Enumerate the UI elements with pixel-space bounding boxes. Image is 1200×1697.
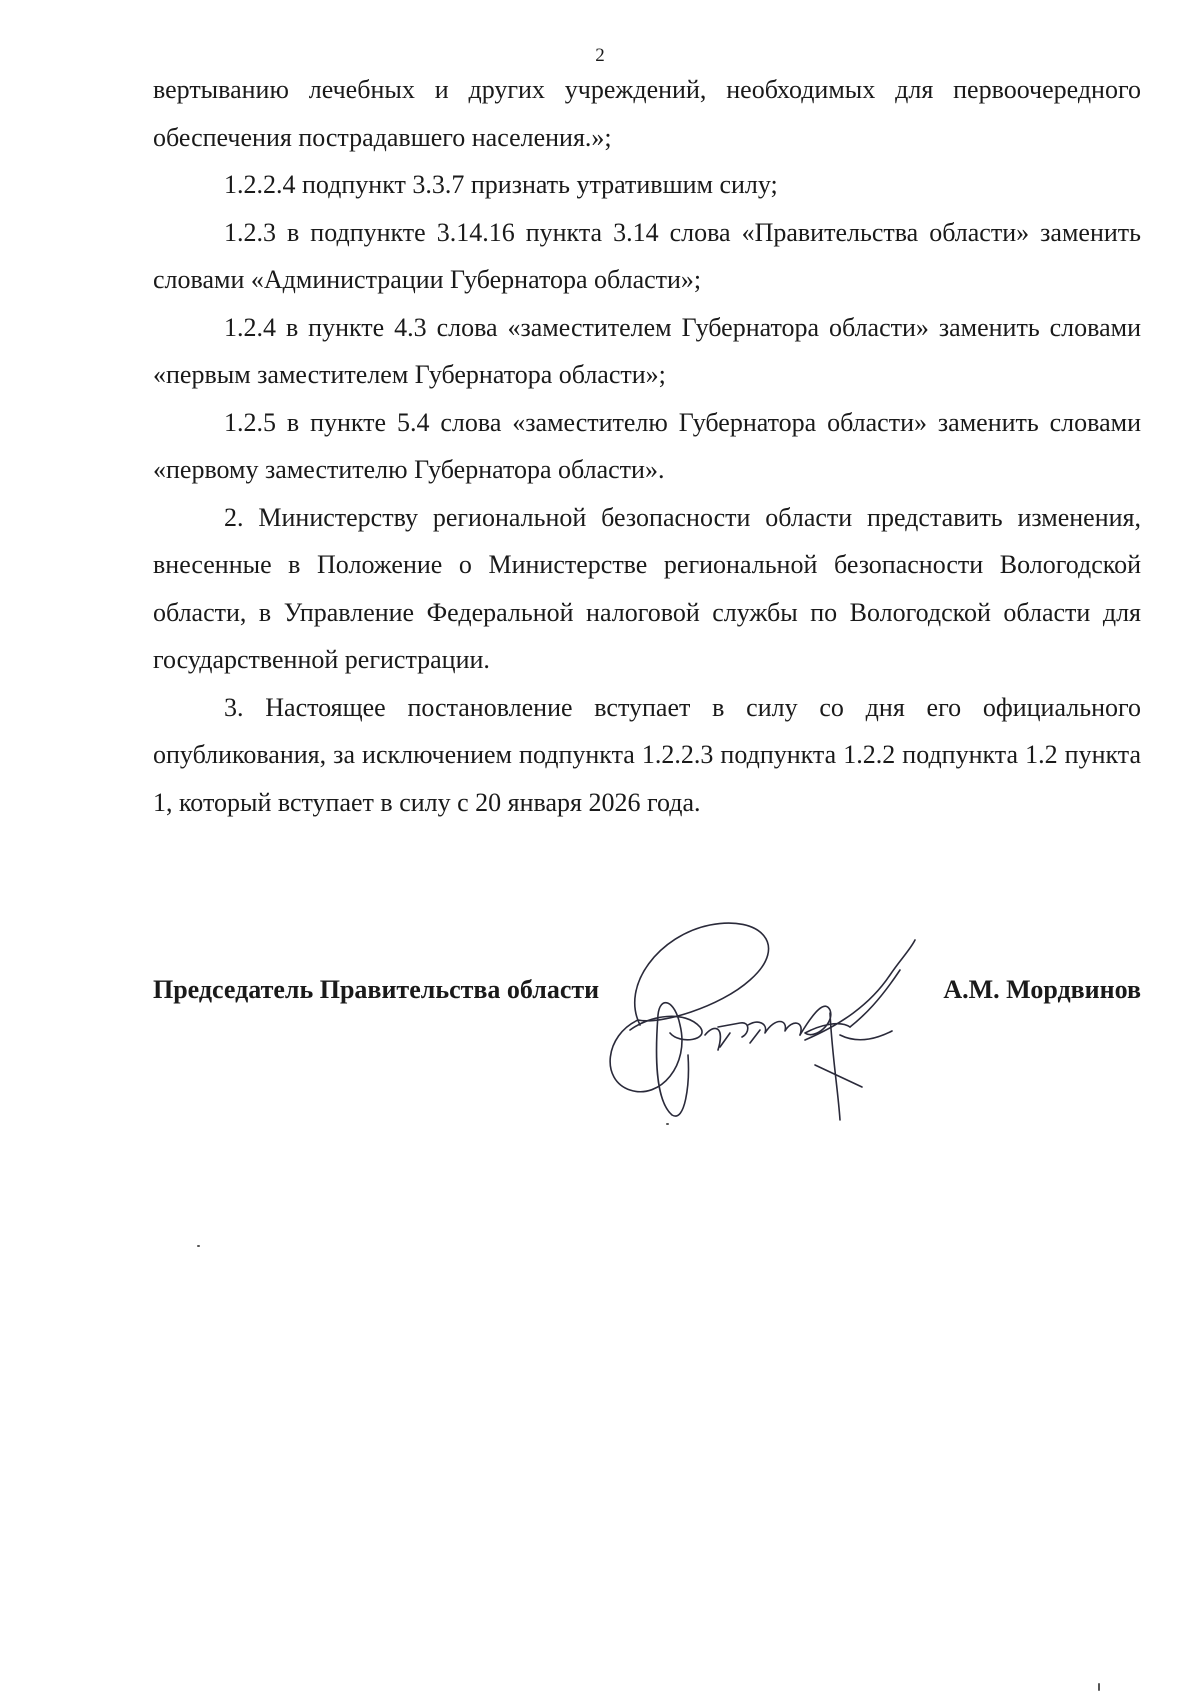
signer-name: А.М. Мордвинов bbox=[943, 975, 1141, 1004]
paragraph-item-2: 2. Министерству региональной безопасности области представить изменения, внесенные в Положение о Министерстве региональной безопасности Вологодской области, в Управление Федеральной налоговой службы по Вологодской области для государственной регистрации. bbox=[153, 502, 1141, 674]
scan-speck bbox=[666, 1123, 669, 1125]
scan-speck bbox=[1098, 1683, 1100, 1691]
paragraph-item-3: 3. Настоящее постановление вступает в силу со дня его официального опубликования, за исключением подпункта 1.2.2.3 подпункта 1.2.2 подпункта 1.2 пункта 1, который вступает в силу с 20 января 2026 года. bbox=[153, 692, 1141, 817]
paragraph-item-1-2-4: 1.2.4 в пункте 4.3 слова «заместителем Губернатора области» заменить словами «первым заместителем Губернатора области»; bbox=[153, 312, 1141, 389]
handwritten-signature bbox=[600, 915, 960, 1125]
paragraph-item-1-2-2-4: 1.2.2.4 подпункт 3.3.7 признать утратившим силу; bbox=[224, 170, 778, 199]
signer-title: Председатель Правительства области bbox=[153, 975, 600, 1004]
page-number: 2 bbox=[595, 45, 605, 66]
paragraph-item-1-2-5: 1.2.5 в пункте 5.4 слова «заместителю Губернатора области» заменить словами «первому заместителю Губернатора области». bbox=[153, 407, 1141, 484]
paragraph-continuation: вертыванию лечебных и других учреждений, необходимых для первоочередного обеспечения пострадавшего населения.»; bbox=[153, 75, 1141, 152]
scan-speck bbox=[197, 1245, 200, 1247]
paragraph-item-1-2-3: 1.2.3 в подпункте 3.14.16 пункта 3.14 слова «Правительства области» заменить словами «Администрации Губернатора области»; bbox=[153, 217, 1141, 294]
document-body bbox=[153, 66, 1141, 826]
